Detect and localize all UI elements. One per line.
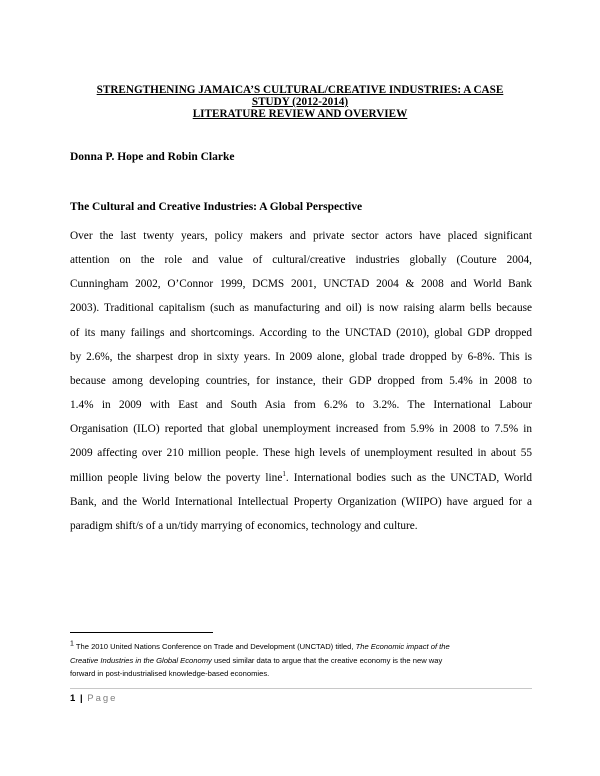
- footnote-italic-title: The Economic impact of the: [355, 642, 450, 651]
- body-line: Over the last twenty years, policy makers and private sector actors have placed significant: [70, 230, 532, 242]
- body-line: paradigm shift/s of a un/tidy marrying of economics, technology and culture.: [70, 519, 418, 532]
- title-line-1: STRENGTHENING JAMAICA’S CULTURAL/CREATIVE INDUSTRIES: A CASE: [96, 84, 504, 96]
- body-line: Organisation (ILO) reported that global unemployment increased from 5.9% in 2008 to 7.5% in: [70, 423, 532, 436]
- footnote-text: used similar data to argue that the creative economy is the new way: [211, 655, 443, 665]
- footnote-line-3: forward in post-industrialised knowledge-based economies.: [70, 669, 270, 678]
- footer-separator: |: [79, 693, 83, 704]
- footnote-line-2: [70, 654, 532, 668]
- footnote-reference[interactable]: 1: [282, 469, 286, 478]
- body-line: of its many failings and shortcomings. According to the UNCTAD (2010), global GDP dropped: [70, 326, 532, 339]
- page-label: Page: [87, 693, 118, 704]
- body-paragraph: [70, 224, 532, 538]
- page-number: 1: [70, 693, 76, 704]
- body-line: 2009 affecting over 210 million people. These high levels of unemployment resulted in about 55: [70, 447, 532, 460]
- footnote-separator: [70, 632, 213, 633]
- footer-rule: [70, 688, 532, 689]
- body-line: by 2.6%, the sharpest drop in sixty years. In 2009 alone, global trade dropped by 6-8%. This is: [70, 350, 532, 363]
- body-line: Cunningham 2002, O’Connor 1999, DCMS 2001, UNCTAD 2004 & 2008 and World Bank: [70, 278, 532, 291]
- body-line-text-tail: . International bodies such as the UNCTAD, World: [285, 471, 532, 484]
- body-line: Bank, and the World International Intellectual Property Organization (WIIPO) have argued for a: [70, 495, 532, 508]
- body-line-text: million people living below the poverty line: [70, 471, 283, 484]
- footnote-text: The 2010 United Nations Conference on Trade and Development (UNCTAD) titled,: [73, 642, 356, 651]
- body-line: attention on the role and value of cultural/creative industries globally (Couture 2004,: [70, 254, 532, 267]
- footnote-marker: 1: [70, 640, 74, 648]
- page-footer: [70, 693, 117, 704]
- title-line-2: STUDY (2012-2014): [251, 96, 349, 108]
- body-line: 1.4% in 2009 with East and South Asia from 6.2% to 3.2%. The International Labour: [70, 399, 532, 412]
- section-heading: The Cultural and Creative Industries: A Global Perspective: [70, 201, 363, 213]
- body-line: because among developing countries, for instance, their GDP dropped from 5.4% in 2008 to: [70, 374, 532, 387]
- document-title: [70, 84, 530, 120]
- body-line-with-footnote: [70, 466, 532, 490]
- footnote-line-1: [70, 640, 532, 654]
- authors: Donna P. Hope and Robin Clarke: [70, 151, 235, 163]
- footnote-italic-title-cont: Creative Industries in the Global Economy: [70, 655, 212, 665]
- footnote: [70, 640, 532, 681]
- body-line: 2003). Traditional capitalism (such as manufacturing and oil) is now raising alarm bells because: [70, 302, 532, 315]
- title-line-3: LITERATURE REVIEW AND OVERVIEW: [192, 108, 408, 120]
